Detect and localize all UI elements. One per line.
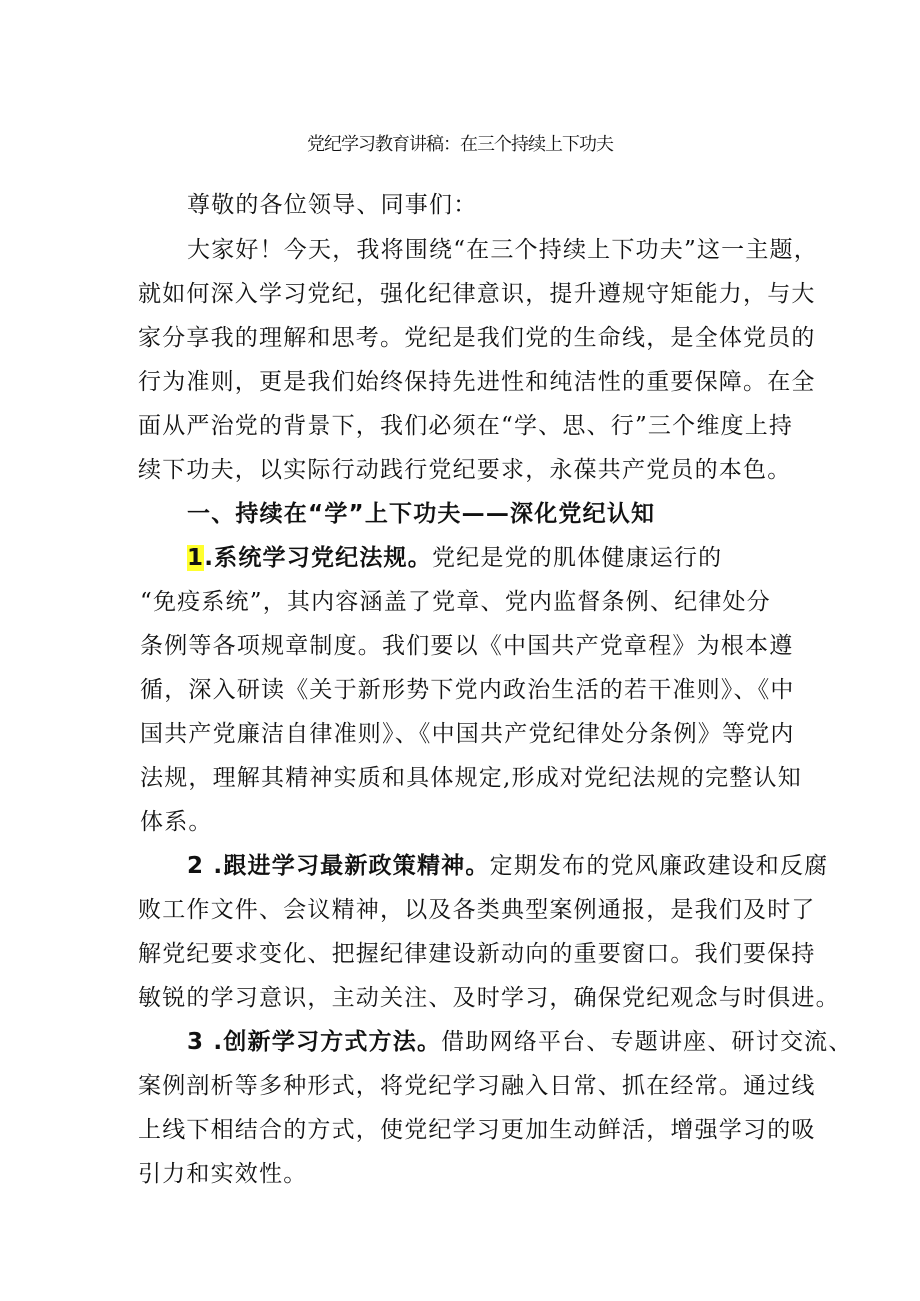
item1-line-5: 法规，理解其精神实质和具体规定,形成对党纪法规的完整认知 xyxy=(140,765,802,791)
item3-heading: 3 .创新学习方式方法。 xyxy=(187,1029,442,1055)
item2-first-line-text: 定期发布的党风廉政建设和反腐 xyxy=(489,853,829,879)
item1-number-highlight: 1 xyxy=(187,545,205,571)
intro-line-1: 大家好！今天，我将围绕“在三个持续上下功夫”这一主题， xyxy=(187,237,818,263)
item3-first-line xyxy=(187,1027,853,1057)
intro-line-2: 就如何深入学习党纪，强化纪律意识，提升遵规守矩能力，与大 xyxy=(138,281,816,307)
intro-line-4: 行为准则，更是我们始终保持先进性和纯洁性的重要保障。在全 xyxy=(138,369,816,395)
item2-first-line xyxy=(187,851,828,881)
item3-line-3: 引力和实效性。 xyxy=(138,1161,308,1187)
item1-first-line xyxy=(187,543,722,573)
section1-heading: 一、持续在“学”上下功夫——深化党纪认知 xyxy=(187,501,656,527)
item2-line-3: 敏锐的学习意识，主动关注、及时学习，确保党纪观念与时俱进。 xyxy=(138,985,840,1011)
item1-line-3: 循，深入研读《关于新形势下党内政治生活的若干准则》、《中 xyxy=(140,677,795,703)
item1-heading: .系统学习党纪法规。 xyxy=(204,545,432,571)
item3-first-line-text: 借助网络平台、专题讲座、研讨交流、 xyxy=(441,1029,853,1055)
document-title: 党纪学习教育讲稿：在三个持续上下功夫 xyxy=(307,134,613,155)
item1-first-line-text: 党纪是党的肌体健康运行的 xyxy=(431,545,723,571)
item1-line-6: 体系。 xyxy=(140,809,213,835)
intro-line-6: 续下功夫，以实际行动践行党纪要求，永葆共产党员的本色。 xyxy=(138,457,792,483)
item1-line-4: 国共产党廉洁自律准则》、《中国共产党纪律处分条例》等党内 xyxy=(140,721,795,747)
item1-line-1: “免疫系统”，其内容涵盖了党章、党内监督条例、纪律处分 xyxy=(140,589,771,615)
intro-line-5: 面从严治党的背景下，我们必须在“学、思、行”三个维度上持 xyxy=(138,413,794,439)
item2-line-2: 解党纪要求变化、把握纪律建设新动向的重要窗口。我们要保持 xyxy=(138,941,816,967)
item3-line-1: 案例剖析等多种形式，将党纪学习融入日常、抓在经常。通过线 xyxy=(138,1073,816,1099)
item1-line-2: 条例等各项规章制度。我们要以《中国共产党章程》为根本遵 xyxy=(140,633,794,659)
intro-line-3: 家分享我的理解和思考。党纪是我们党的生命线，是全体党员的 xyxy=(138,325,816,351)
greeting: 尊敬的各位领导、同事们： xyxy=(187,192,478,218)
item3-line-2: 上线下相结合的方式，使党纪学习更加生动鲜活，增强学习的吸 xyxy=(138,1117,816,1143)
item2-line-1: 败工作文件、会议精神，以及各类典型案例通报，是我们及时了 xyxy=(138,897,816,923)
item2-heading: 2 .跟进学习最新政策精神。 xyxy=(187,853,490,879)
